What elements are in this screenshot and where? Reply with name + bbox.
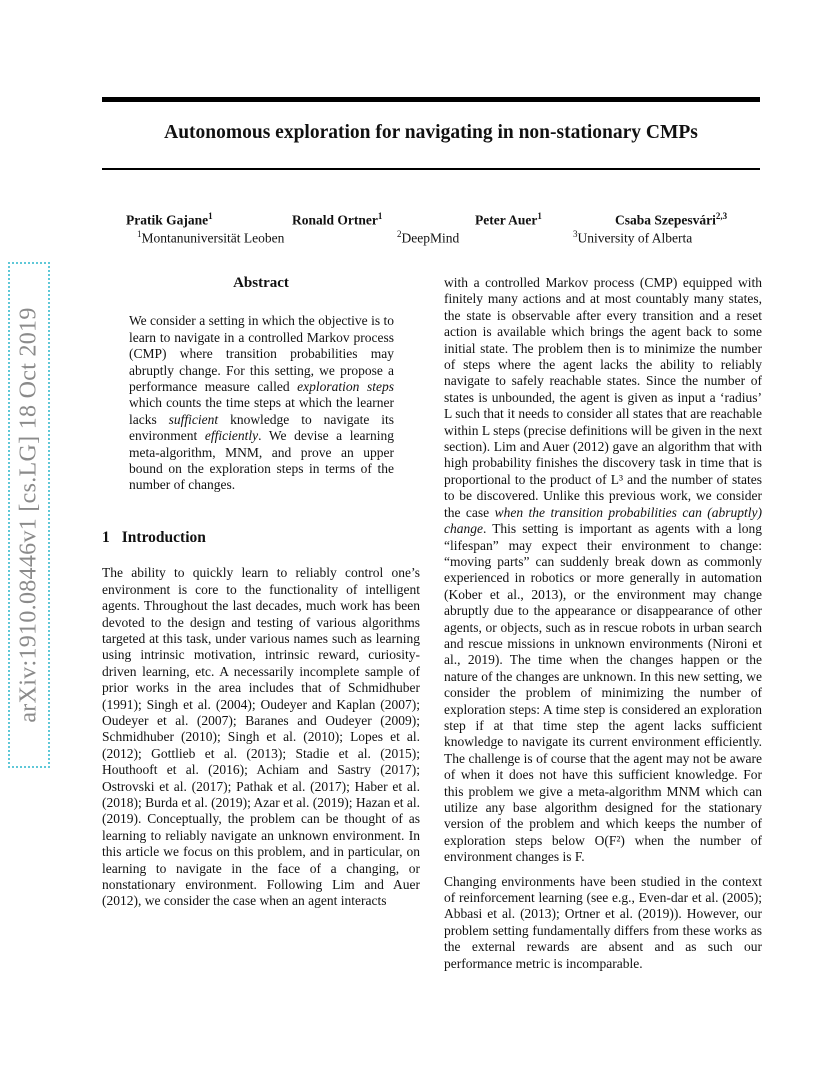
section-heading-introduction: 1 Introduction: [102, 528, 206, 546]
paper-title: Autonomous exploration for navigating in non-stationary CMPs: [164, 122, 698, 143]
intro-paragraph-2: with a controlled Markov process (CMP) equipped with finitely many actions and at most countably many states, the state is observable after every transition and a reset action is available which brings the agent back to some initial state. The problem then is to minimize the number of steps where the agent lacks the ability to reliably navigate to safely reachable states. Since the number of states is unbounded, the agent is given as input a ‘radius’ L such that it needs to consider all states that are reachable within L steps (precise definitions will be given in the next section). Lim and Auer (2012) gave an algorithm that with high probability finishes the discovery task in time that is proportional to the product of L³ and the number of states to be discovered. Unlike this previous work, we consider the case when the transition probabilities can (abruptly) change. This setting is important as agents with a long “lifespan” may expect their environment to change: “moving parts” can suddenly break down as commonly experienced in robotics or more generally in automation (Kober et al., 2013), or the environment may change abruptly due to the appearance or disappearance of other agents, or objects, such as in rescue robots in urban search and rescue missions in unknown environments (Nironi et al., 2019). The time when the changes happen or the nature of the changes are unknown. In this new setting, we consider the problem of minimizing the number of exploration steps: A time step is considered an exploration step if at that time step the agent lacks sufficient knowledge to navigate its current environment efficiently. The challenge is of course that the agent may not be aware of when it does not have this sufficient knowledge. For this problem we give a meta-algorithm MNM which can utilize any base algorithm designed for the stationary version of the problem and which keeps the number of exploration steps below O(F²) when the number of environment changes is F.: [444, 275, 762, 865]
intro-paragraph-3: Changing environments have been studied in the context of reinforcement learning (see e.g., Even-dar et al. (2005); Abbasi et al. (2013); Ortner et al. (2019)). However, our problem setting fundamentally differs from these works as the external rewards are absent and as such our performance metric is incomparable.: [444, 873, 762, 971]
right-column: [444, 275, 762, 972]
intro-paragraph-1: The ability to quickly learn to reliably control one’s environment is core to the functionality of intelligent agents. Throughout the last decades, much work has been devoted to the design and testing of various algorithms targeted at this task, under various names such as learning using intrinsic motivation, intrinsic reward, curiosity-driven learning, etc. A necessarily incomplete sample of prior works in the area includes that of Schmidhuber (1991); Singh et al. (2004); Oudeyer and Kaplan (2007); Oudeyer et al. (2007); Baranes and Oudeyer (2009); Schmidhuber (2010); Singh et al. (2010); Lopes et al. (2012); Gottlieb et al. (2013); Stadie et al. (2015); Houthooft et al. (2016); Achiam and Sastry (2017); Ostrovski et al. (2017); Pathak et al. (2017); Haber et al. (2018); Burda et al. (2019); Azar et al. (2019); Hazan et al. (2019). Conceptually, the problem can be thought of as learning to reliably navigate an unknown environment. In this article we focus on this problem, and in particular, on learning to navigate in the face of a changing, or nonstationary environment. Following Lim and Auer (2012), we consider the case when an agent interacts: [102, 565, 420, 909]
affiliation-1: $^1$Montanuniversität Leoben: [137, 229, 285, 246]
author-3: Peter Auer$^1$: [475, 211, 542, 228]
author-4: Csaba Szepesvári$^{2,3}$: [615, 211, 728, 228]
abstract-body: We consider a setting in which the objective is to learn to navigate in a controlled Markov process (CMP) where transition probabilities may abruptly change. For this setting, we propose a performance measure called exploration steps which counts the time steps at which the learner lacks sufficient knowledge to navigate its environment efficiently. We devise a learning meta-algorithm, MNM, and prove an upper bound on the exploration steps in terms of the number of changes.: [129, 313, 394, 493]
author-2: Ronald Ortner$^1$: [292, 211, 383, 228]
affiliation-3: $^3$University of Alberta: [573, 229, 693, 246]
affiliation-2: $^2$DeepMind: [397, 229, 460, 246]
arxiv-stamp-text: arXiv:1910.08446v1 [cs.LG] 18 Oct 2019: [15, 307, 42, 723]
arxiv-stamp[interactable]: [8, 262, 50, 768]
title-bottom-rule: [102, 168, 760, 170]
author-block: [0, 211, 828, 251]
author-1: Pratik Gajane$^1$: [126, 211, 213, 228]
abstract-heading: Abstract: [233, 275, 289, 291]
top-rule: [102, 97, 760, 102]
left-column: [102, 275, 420, 910]
